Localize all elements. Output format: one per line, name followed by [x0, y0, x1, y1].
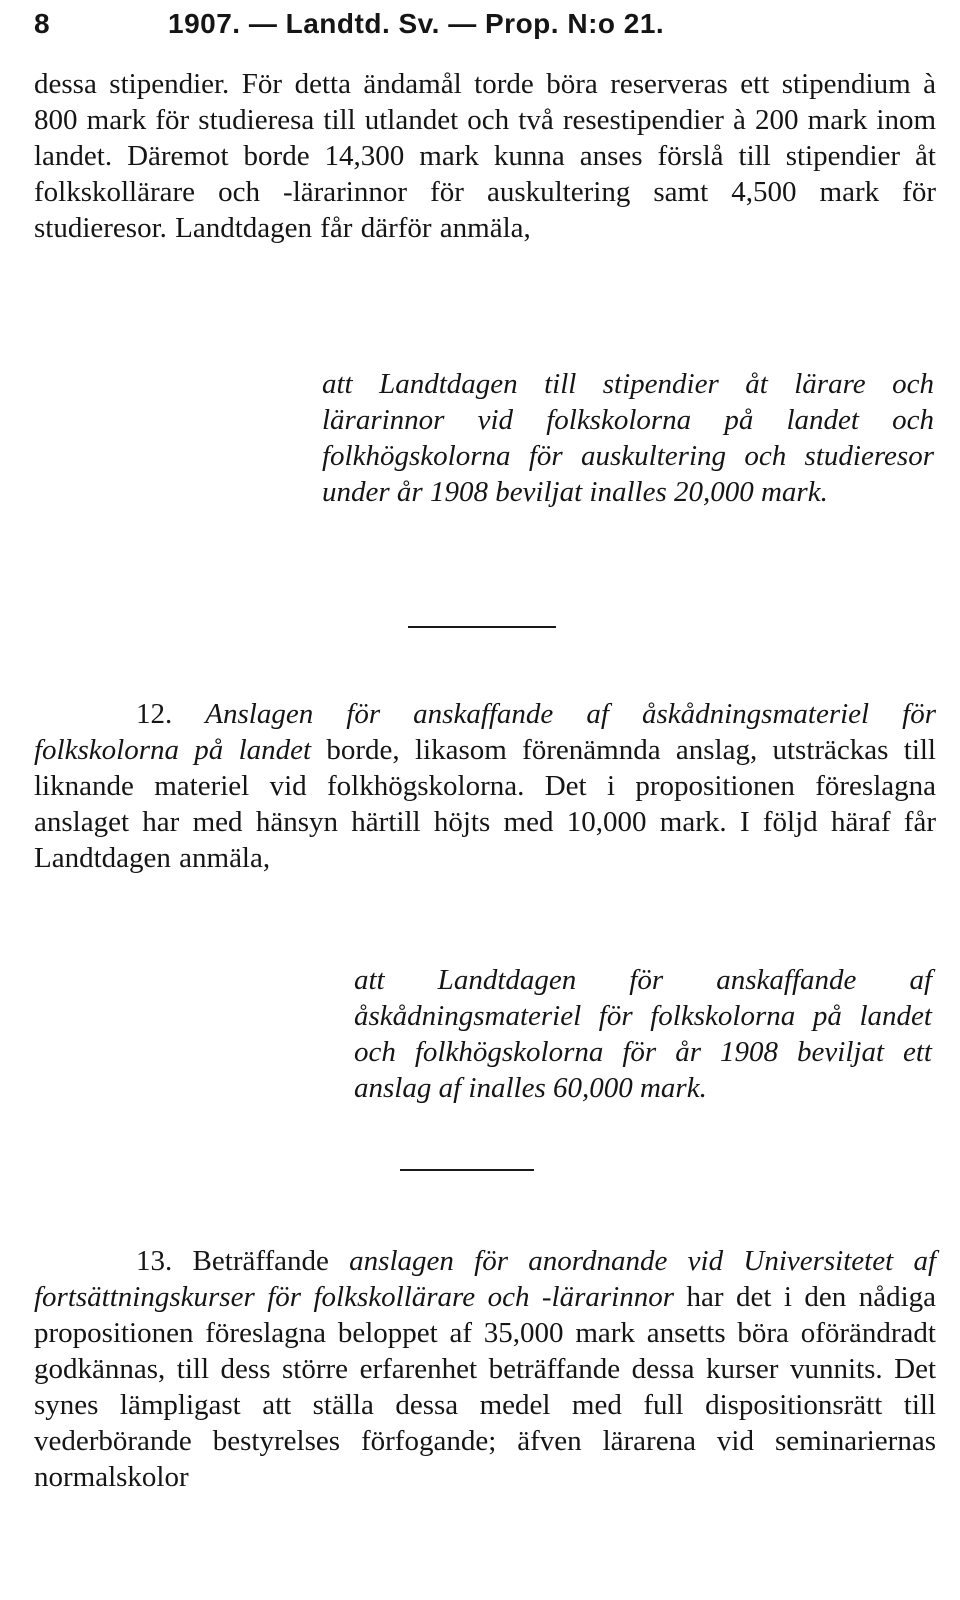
motion-2: att Landtdagen för anskaffande af åskådningsmateriel för folkskolorna på landet och folkhögskolorna för år 1908 beviljat ett anslag af inalles 60,000 mark.: [354, 964, 932, 1104]
motion-1: att Landtdagen till stipendier åt lärare och lärarinnor vid folkskolorna på landet och folkhögskolorna för auskultering och studieresor under år 1908 beviljat inalles 20,000 mark.: [322, 368, 934, 508]
paragraph-12-body: borde, likasom förenämnda anslag, utsträckas till liknande materiel vid folkhögskolorna. Det i propositionen föreslagna anslaget har med hänsyn härtill höjts med 10,000 mark. I följd häraf får Landtdagen anmäla,: [34, 734, 936, 874]
section-number-12: 12.: [136, 698, 173, 730]
page-number: 8: [34, 8, 51, 39]
running-title: 1907. — Landtd. Sv. — Prop. N:o 21.: [168, 8, 665, 39]
paragraph-12-text: [34, 696, 936, 876]
paragraph-13-lead: Beträffande: [192, 1245, 350, 1277]
paragraph-1: [34, 66, 936, 246]
paragraph-12: [34, 696, 936, 876]
paragraph-12-italic-lead: Anslagen för anskaffande af åskådningsmateriel för folkskolorna på landet: [34, 698, 936, 766]
section-divider-2: [400, 1169, 534, 1171]
paragraph-1-text: dessa stipendier. För detta ändamål torde böra reserveras ett stipendium à 800 mark för studieresa till utlandet och två resestipendier à 200 mark inom landet. Däremot borde 14,300 mark kunna anses förslå till stipendier åt folkskollärare och -lärarinnor för auskultering samt 4,500 mark för studieresor. Landtdagen får därför anmäla,: [34, 68, 936, 244]
section-divider-1: [408, 626, 556, 628]
paragraph-13: [34, 1243, 936, 1495]
paragraph-13-body: har det i den nådiga propositionen föreslagna beloppet af 35,000 mark ansetts böra oförändradt godkännas, till dess större erfarenhet beträffande dessa kurser vunnits. Det synes lämpligast att ställa dessa medel med full dispositionsrätt till vederbörande bestyrelses förfogande; äfven lärarena vid seminariernas normalskolor: [34, 1281, 936, 1493]
section-number-13: 13.: [136, 1245, 173, 1277]
paragraph-13-italic-lead: anslagen för anordnande vid Universitetet af fortsättningskurser för folkskollärare och -lärarinnor: [34, 1245, 936, 1313]
paragraph-13-text: [34, 1243, 936, 1495]
